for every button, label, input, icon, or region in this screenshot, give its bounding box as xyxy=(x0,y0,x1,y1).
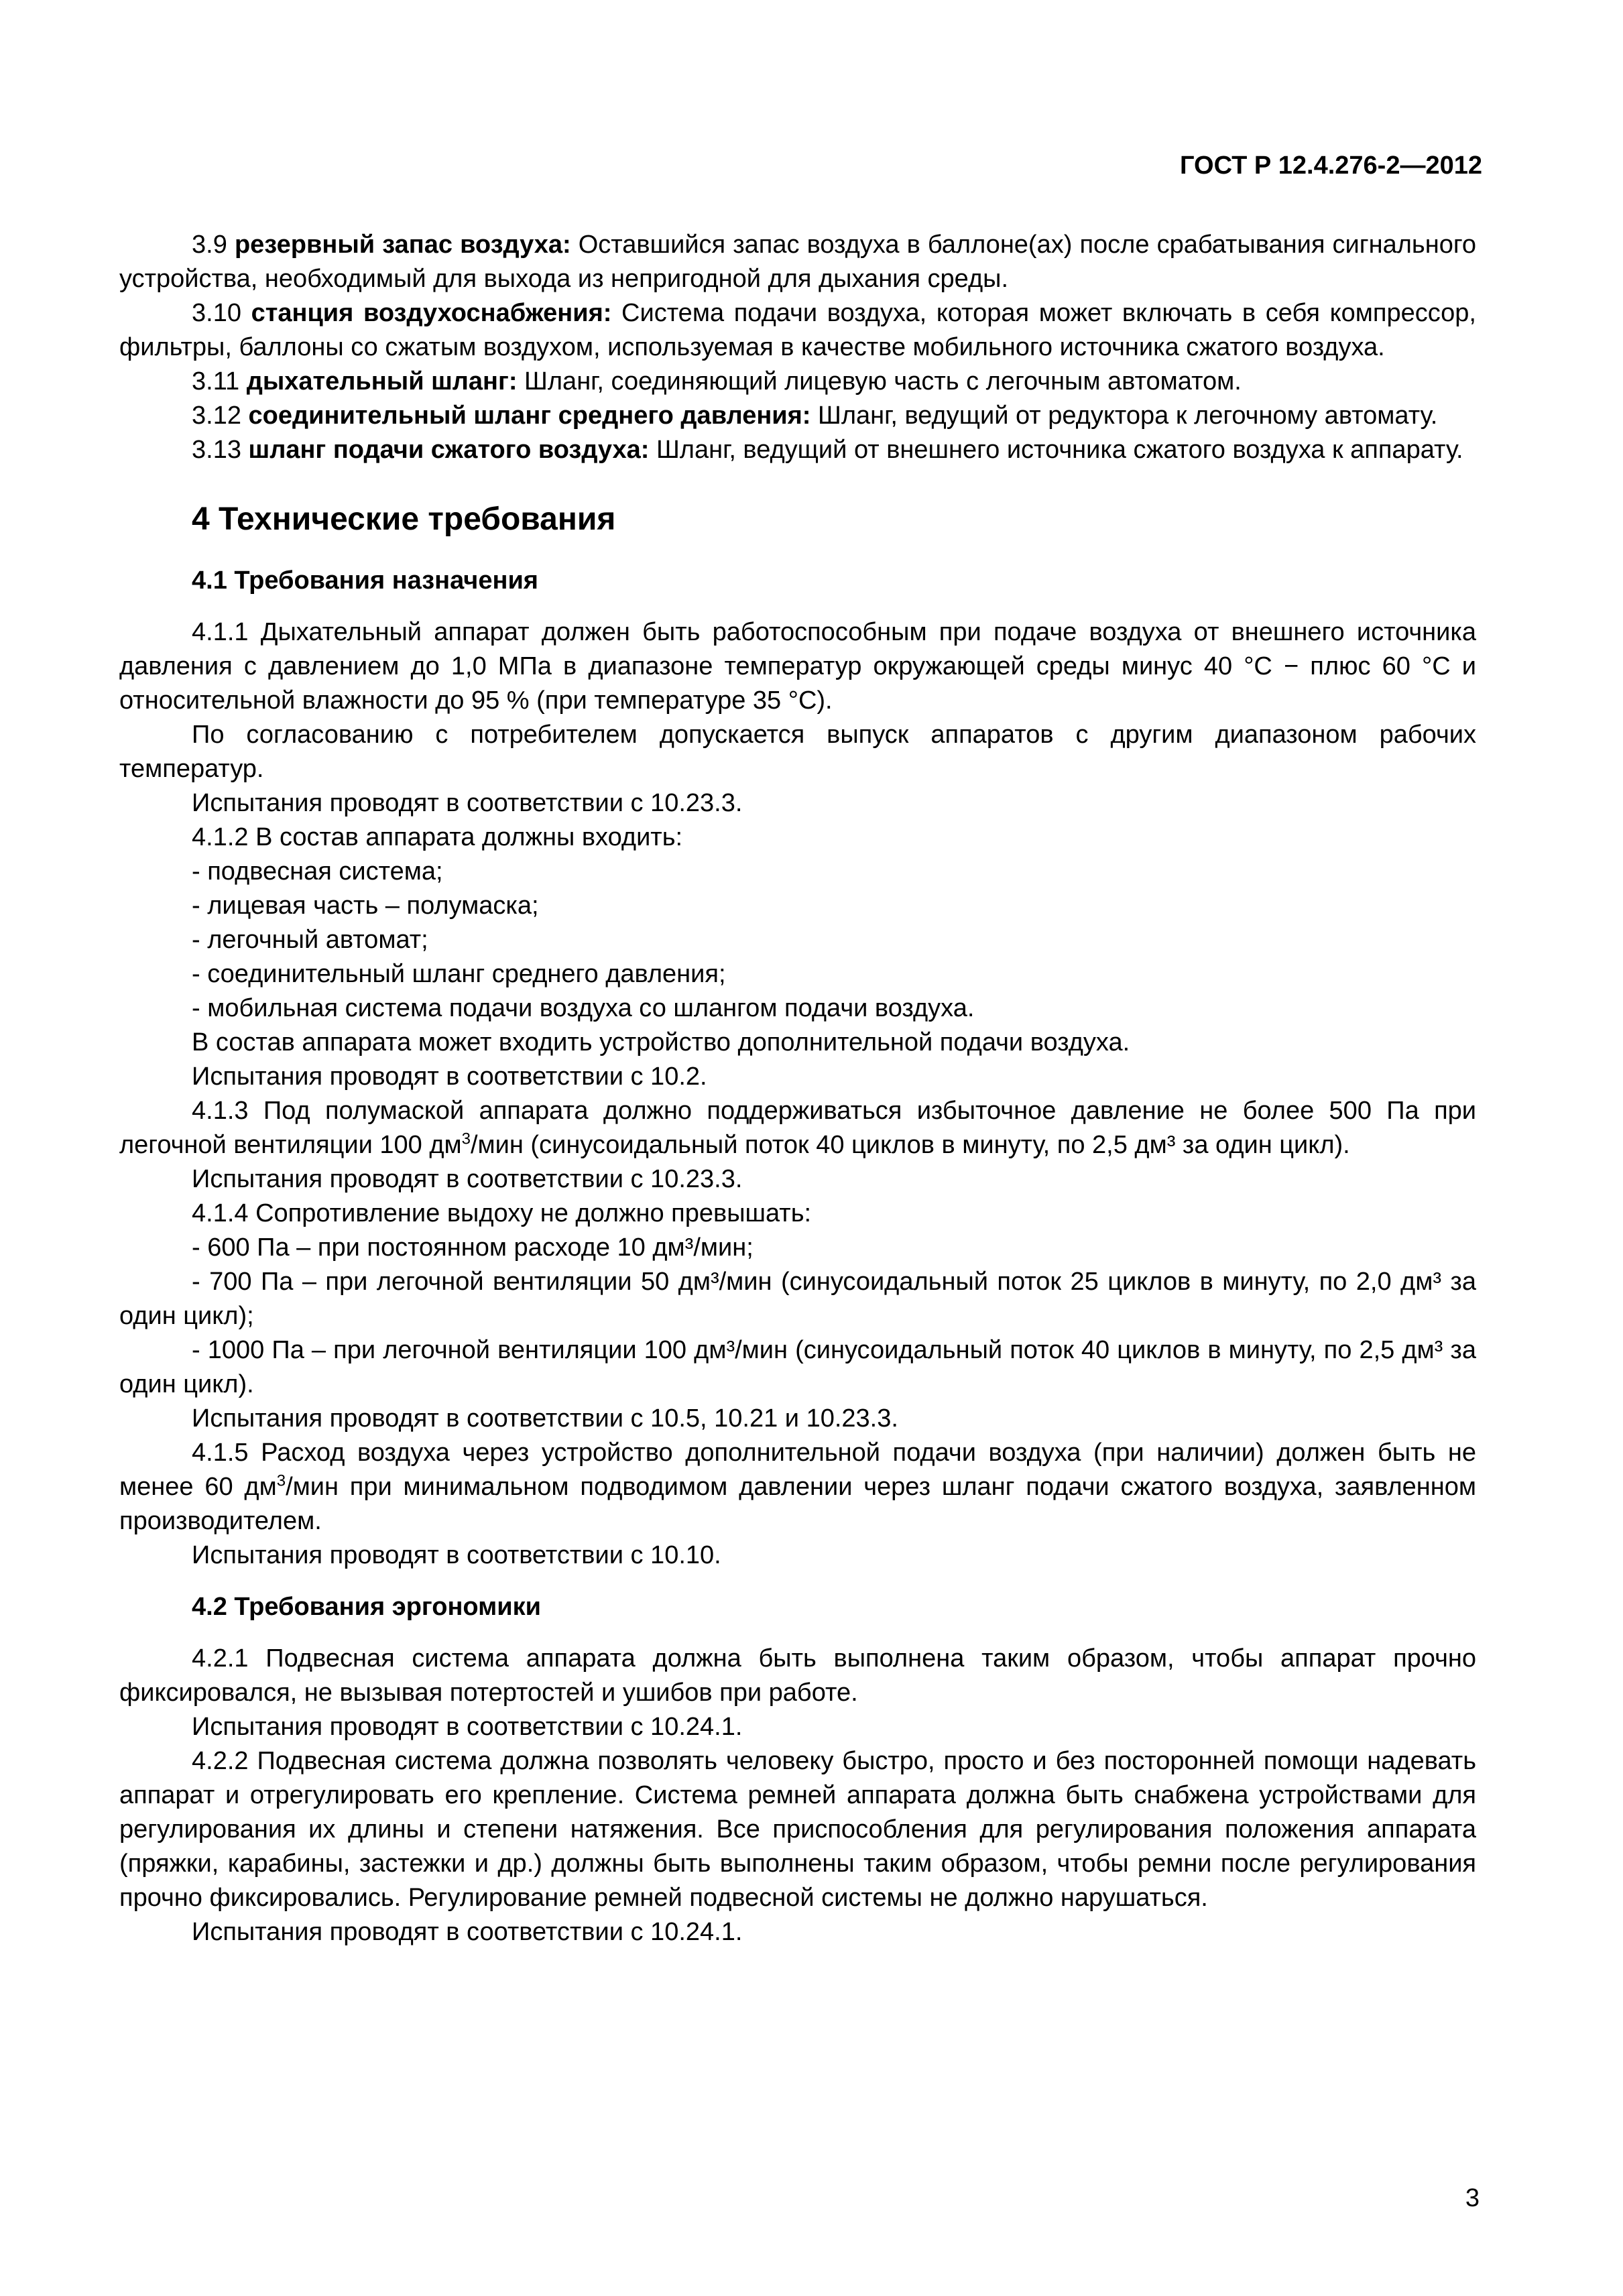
list-item: - легочный автомат; xyxy=(192,926,428,954)
definition-3-12 xyxy=(119,399,1476,433)
list-item: - 700 Па – при легочной вентиляции 50 дм³/мин (синусоидальный поток 25 циклов в минуту, по 2,0 дм³ за один цикл); xyxy=(119,1268,1476,1330)
definition-3-13 xyxy=(119,433,1476,467)
definition-text: Шланг, ведущий от внешнего источника сжатого воздуха к аппарату. xyxy=(649,436,1463,464)
superscript: 3 xyxy=(276,1471,286,1490)
paragraph: 4.2.1 Подвесная система аппарата должна быть выполнена таким образом, чтобы аппарат прочно фиксировался, не вызывая потертостей и ушибов при работе. xyxy=(119,1644,1476,1707)
definition-term: соединительный шланг среднего давления: xyxy=(248,402,811,430)
definition-text: Шланг, соединяющий лицевую часть с легочным автоматом. xyxy=(517,367,1242,396)
paragraph: Испытания проводят в соответствии с 10.23.3. xyxy=(192,1165,743,1193)
paragraph: По согласованию с потребителем допускается выпуск аппаратов с другим диапазоном рабочих температур. xyxy=(119,721,1476,783)
paragraph: 4.1.4 Сопротивление выдоху не должно превышать: xyxy=(192,1199,812,1227)
paragraph: Испытания проводят в соответствии с 10.24.1. xyxy=(192,1713,743,1741)
paragraph: Испытания проводят в соответствии с 10.5, 10.21 и 10.23.3. xyxy=(192,1404,898,1433)
definition-text: Оставшийся запас воздуха в баллоне(ах) после срабатывания сигнального устройства, необходимый для выхода из непригодной для дыхания среды. xyxy=(119,231,1476,293)
paragraph: 4.1.2 В состав аппарата должны входить: xyxy=(192,823,683,851)
definition-term: дыхательный шланг: xyxy=(246,367,518,396)
page-content xyxy=(119,228,1476,1949)
paragraph-4-1-3 xyxy=(119,1094,1476,1162)
list-item: - подвесная система; xyxy=(192,857,443,886)
definition-term: резервный запас воздуха: xyxy=(234,231,571,259)
superscript: 3 xyxy=(461,1130,471,1148)
paragraph: Испытания проводят в соответствии с 10.10. xyxy=(192,1541,721,1569)
definition-number: 3.10 xyxy=(192,299,241,327)
list-item: - лицевая часть – полумаска; xyxy=(192,892,539,920)
definition-text: Шланг, ведущий от редуктора к легочному автомату. xyxy=(810,402,1438,430)
subsection-heading: 4.1 Требования назначения xyxy=(192,566,538,595)
paragraph: Испытания проводят в соответствии с 10.23.3. xyxy=(192,789,743,817)
definition-number: 3.12 xyxy=(192,402,241,430)
definition-3-11 xyxy=(119,365,1476,399)
definition-term: шланг подачи сжатого воздуха: xyxy=(248,436,650,464)
definition-number: 3.11 xyxy=(192,367,240,396)
paragraph: В состав аппарата может входить устройство дополнительной подачи воздуха. xyxy=(192,1028,1130,1056)
page-number: 3 xyxy=(1465,2184,1480,2212)
subsection-heading: 4.2 Требования эргономики xyxy=(192,1593,541,1621)
paragraph-text: /мин при минимальном подводимом давлении через шланг подачи сжатого воздуха, заявленном производителем. xyxy=(119,1473,1476,1535)
list-item: - 1000 Па – при легочной вентиляции 100 дм³/мин (синусоидальный поток 40 циклов в минуту, по 2,5 дм³ за один цикл). xyxy=(119,1336,1476,1398)
section-heading: 4 Технические требования xyxy=(192,501,616,537)
definition-3-9 xyxy=(119,228,1476,296)
list-item: - соединительный шланг среднего давления; xyxy=(192,960,726,988)
list-item: - мобильная система подачи воздуха со шлангом подачи воздуха. xyxy=(192,994,975,1022)
paragraph: Испытания проводят в соответствии с 10.2. xyxy=(192,1063,707,1091)
paragraph: 4.1.1 Дыхательный аппарат должен быть работоспособным при подаче воздуха от внешнего источника давления с давлением до 1,0 МПа в диапазоне температур окружающей среды минус 40 °С − плюс 60 °С и относительной влажности до 95 % (при температуре 35 °С). xyxy=(119,618,1476,715)
paragraph-text: /мин (синусоидальный поток 40 циклов в минуту, по 2,5 дм³ за один цикл). xyxy=(470,1131,1350,1159)
definition-3-10 xyxy=(119,296,1476,365)
paragraph-text: 4.1.5 Расход воздуха через устройство дополнительной подачи воздуха (при наличии) должен быть не менее 60 дм xyxy=(119,1439,1476,1501)
paragraph-4-1-5 xyxy=(119,1436,1476,1538)
definition-text: Система подачи воздуха, которая может включать в себя компрессор, фильтры, баллоны со сжатым воздухом, используемая в качестве мобильного источника сжатого воздуха. xyxy=(119,299,1476,361)
list-item: - 600 Па – при постоянном расходе 10 дм³/мин; xyxy=(192,1233,754,1262)
paragraph-text: 4.1.3 Под полумаской аппарата должно поддерживаться избыточное давление не более 500 Па при легочной вентиляции 100 дм xyxy=(119,1097,1476,1159)
definition-number: 3.9 xyxy=(192,231,227,259)
definition-number: 3.13 xyxy=(192,436,241,464)
paragraph: 4.2.2 Подвесная система должна позволять человеку быстро, просто и без посторонней помощи надевать аппарат и отрегулировать его крепление. Система ремней аппарата должна быть снабжена устройствами для регулирования их длины и степени натяжения. Все приспособления для регулирования положения аппарата (пряжки, карабины, застежки и др.) должны быть выполнены таким образом, чтобы ремни после регулирования прочно фиксировались. Регулирование ремней подвесной системы не должно нарушаться. xyxy=(119,1747,1476,1912)
paragraph: Испытания проводят в соответствии с 10.24.1. xyxy=(192,1918,743,1946)
document-number-header: ГОСТ Р 12.4.276-2—2012 xyxy=(1179,152,1482,180)
definition-term: станция воздухоснабжения: xyxy=(251,299,612,327)
